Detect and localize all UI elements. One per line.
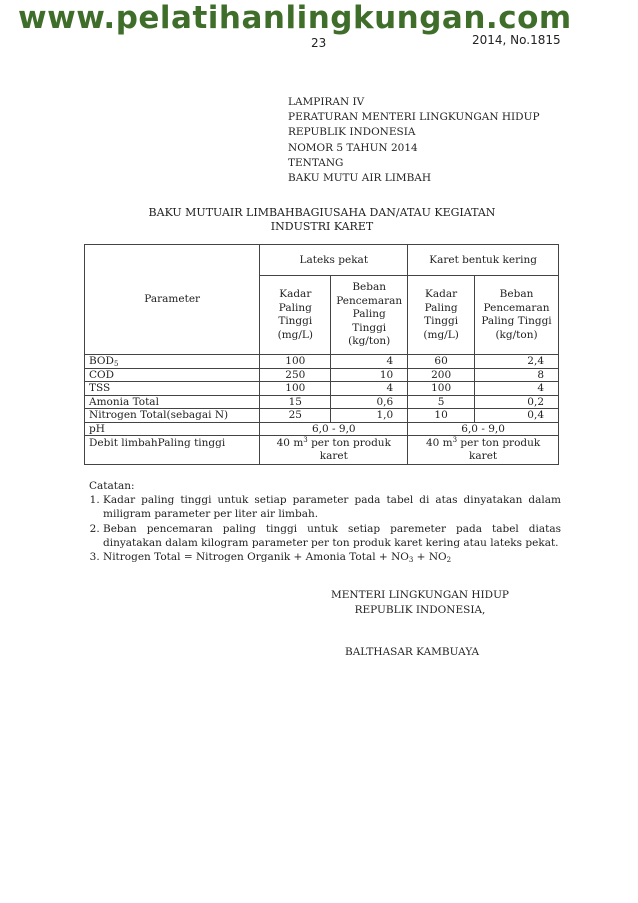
value-cell: 1,0 bbox=[331, 409, 408, 423]
value-cell: 100 bbox=[260, 355, 331, 369]
quality-standard-table bbox=[84, 244, 559, 465]
table-row bbox=[85, 436, 559, 465]
table-row bbox=[85, 355, 559, 369]
table-row bbox=[85, 422, 559, 436]
note-item: 3. Nitrogen Total = Nitrogen Organik + Amonia Total + $NO_3 + NO_2$ bbox=[103, 550, 561, 564]
signature-line-2: REPUBLIK INDONESIA, bbox=[354, 603, 486, 616]
title-line-1: BAKU MUTUAIR LIMBAHBAGIUSAHA DAN/ATAU KEGIATAN bbox=[148, 206, 496, 219]
lampiran-line: TENTANG bbox=[288, 156, 344, 169]
value-cell: 60 bbox=[408, 355, 475, 369]
notes-heading: Catatan: bbox=[89, 480, 135, 492]
value-cell: 15 bbox=[260, 395, 331, 409]
document-title bbox=[84, 206, 560, 234]
lampiran-block bbox=[288, 95, 540, 186]
table-row bbox=[85, 368, 559, 382]
lampiran-line: PERATURAN MENTERI LINGKUNGAN HIDUP bbox=[288, 111, 540, 124]
value-cell: 4 bbox=[331, 382, 408, 396]
parameter-cell: COD bbox=[85, 368, 260, 382]
value-cell: 0,2 bbox=[475, 395, 559, 409]
value-cell: 200 bbox=[408, 368, 475, 382]
value-cell: 100 bbox=[260, 382, 331, 396]
page-number: 23 bbox=[311, 36, 327, 50]
issue-number: 2014, No.1815 bbox=[472, 33, 561, 47]
value-cell: 40 $m^3$ per ton produk karet bbox=[260, 436, 408, 465]
signature-line-1: MENTERI LINGKUNGAN HIDUP bbox=[331, 589, 509, 601]
value-cell: 100 bbox=[408, 382, 475, 396]
value-cell: 4 bbox=[475, 382, 559, 396]
notes-list bbox=[89, 493, 561, 564]
value-cell: 6,0 - 9,0 bbox=[260, 422, 408, 436]
title-line-2: INDUSTRI KARET bbox=[270, 220, 374, 233]
lampiran-line: BAKU MUTU AIR LIMBAH bbox=[288, 172, 432, 185]
value-cell: 10 bbox=[408, 409, 475, 423]
value-cell: 40 $m^3$ per ton produk karet bbox=[408, 436, 559, 465]
lampiran-line: LAMPIRAN IV bbox=[288, 96, 365, 108]
value-cell: 5 bbox=[408, 395, 475, 409]
table-row bbox=[85, 382, 559, 396]
value-cell: 0,6 bbox=[331, 395, 408, 409]
table-row bbox=[85, 409, 559, 423]
value-cell: 250 bbox=[260, 368, 331, 382]
parameter-cell: Nitrogen Total(sebagai N) bbox=[85, 409, 260, 423]
table-row bbox=[85, 395, 559, 409]
parameter-cell: pH bbox=[85, 422, 260, 436]
note-item: 1. Kadar paling tinggi untuk setiap parameter pada tabel di atas dinyatakan dalam miligram parameter per liter air limbah. bbox=[103, 493, 561, 521]
value-cell: 2,4 bbox=[475, 355, 559, 369]
parameter-cell: TSS bbox=[85, 382, 260, 396]
signature-block bbox=[320, 588, 520, 617]
lampiran-line: REPUBLIK INDONESIA bbox=[288, 126, 416, 139]
value-cell: 25 bbox=[260, 409, 331, 423]
notes-section bbox=[89, 479, 561, 564]
beban-header: Beban Pencemaran Paling Tinggi (kg/ton) bbox=[475, 276, 559, 355]
parameter-cell: Debit limbahPaling tinggi bbox=[85, 436, 260, 465]
beban-header: Beban Pencemaran Paling Tinggi (kg/ton) bbox=[331, 276, 408, 355]
value-cell: 6,0 - 9,0 bbox=[408, 422, 559, 436]
value-cell: 0,4 bbox=[475, 409, 559, 423]
watermark-url: www.pelatihanlingkungan.com bbox=[18, 0, 572, 36]
lampiran-line: NOMOR 5 TAHUN 2014 bbox=[288, 141, 418, 154]
parameter-header: Parameter bbox=[85, 245, 260, 355]
value-cell: 8 bbox=[475, 368, 559, 382]
kadar-header: Kadar Paling Tinggi (mg/L) bbox=[408, 276, 475, 355]
parameter-cell: $BOD_5$ bbox=[85, 355, 260, 369]
kadar-header: Kadar Paling Tinggi (mg/L) bbox=[260, 276, 331, 355]
value-cell: 10 bbox=[331, 368, 408, 382]
parameter-cell: Amonia Total bbox=[85, 395, 260, 409]
signer-name: BALTHASAR KAMBUAYA bbox=[345, 646, 480, 658]
value-cell: 4 bbox=[331, 355, 408, 369]
group-header-karet: Karet bentuk kering bbox=[408, 245, 559, 276]
group-header-lateks: Lateks pekat bbox=[260, 245, 408, 276]
note-item: 2. Beban pencemaran paling tinggi untuk setiap paremeter pada tabel diatas dinyatakan dalam kilogram parameter per ton produk karet kering atau lateks pekat. bbox=[103, 522, 561, 550]
